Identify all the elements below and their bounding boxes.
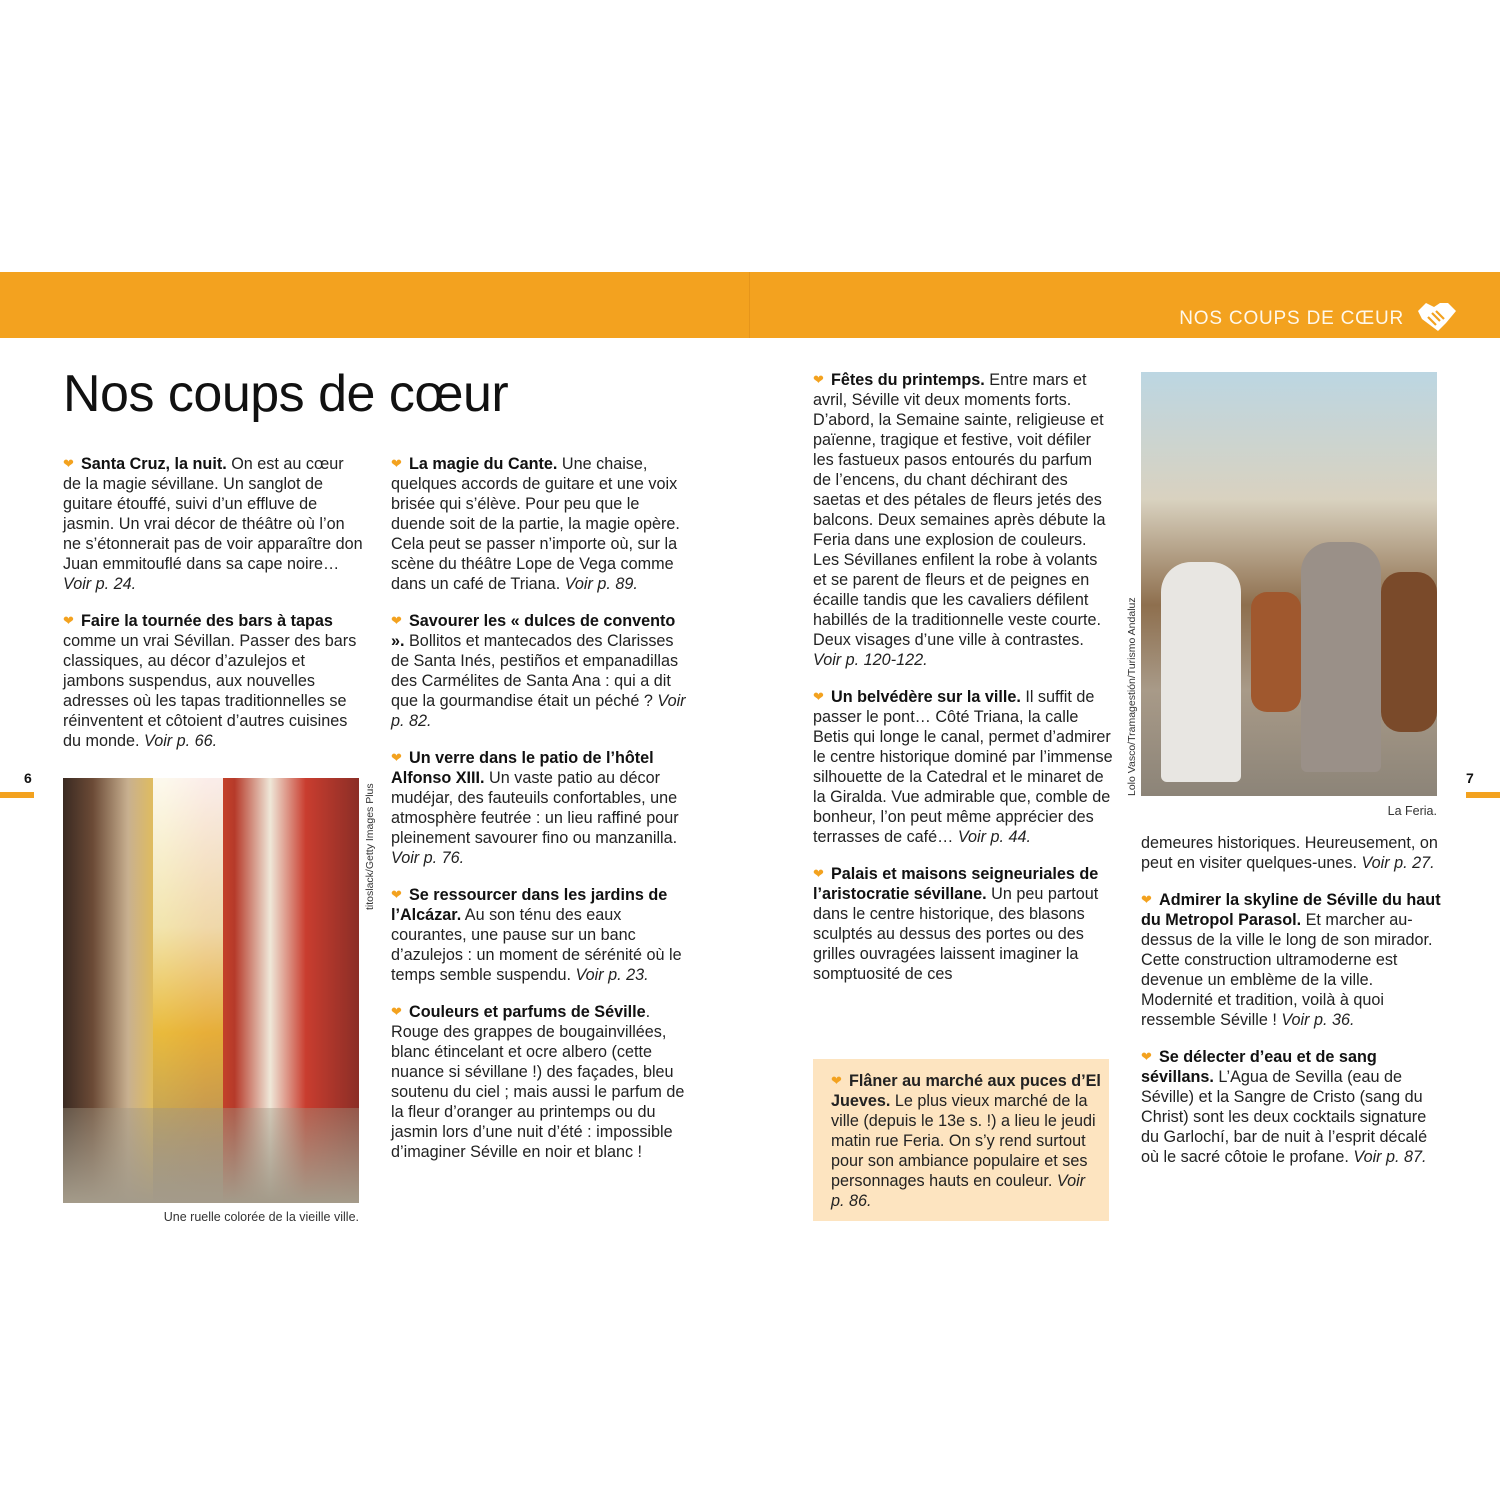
heart-icon: ❤: [813, 866, 824, 881]
heart-icon: ❤: [63, 456, 74, 471]
entry-metropol: ❤ Admirer la skyline de Séville du haut du Metropol Parasol. Et marcher au-dessus de la ville le long de son mirador. Cette construction ultramoderne est devenue un emblème de la ville. Modernité et tradition, voilà à quoi ressemble Séville ! Voir p. 36.: [1141, 891, 1441, 1029]
heart-icon: ❤: [1141, 892, 1152, 907]
entry-palais: ❤ Palais et maisons seigneuriales de l’aristocratie sévillane. Un peu partout dans le centre historique, des blasons sculptés au dessus des portes ou des grilles ouvragées laissent imaginer la somptuosité de ces: [813, 865, 1099, 983]
heart-icon: ❤: [391, 750, 402, 765]
highlight-box: [813, 1059, 1109, 1221]
page-gutter: [749, 272, 750, 338]
photo-credit: titoslack/Getty Images Plus: [364, 783, 376, 910]
entry-cante: ❤ La magie du Cante. Une chaise, quelques accords de guitare et une voix brisée qui s’élève. Pour peu que le duende soit de la partie, la magie opère. Cela peut se passer n’importe où, sur la scène du théâtre Lope de Vega comme dans un café de Triana. Voir p. 89.: [391, 455, 680, 593]
page-marker-right: [1466, 792, 1500, 798]
page-title: Nos coups de cœur: [63, 365, 509, 423]
entry-dulces: ❤ Savourer les « dulces de convento ». Bollitos et mantecados des Clarisses de Santa Inés, pestiños et empanadillas des Carmélites de Santa Ana : qui a dit que la gourmandise était un péché ? Voir p. 82.: [391, 612, 686, 730]
heart-icon: ❤: [391, 613, 402, 628]
page-number-left: 6: [24, 770, 32, 786]
section-title: NOS COUPS DE CŒUR: [1179, 308, 1404, 329]
heart-icon: ❤: [813, 372, 824, 387]
photo-caption: Une ruelle colorée de la vieille ville.: [163, 1210, 359, 1224]
entry-couleurs: ❤ Couleurs et parfums de Séville. Rouge des grappes de bougainvillées, blanc étincelant et ocre albero (cette nuance si sévillane !) des façades, bleu soutenu du ciel ; mais aussi le parfum de la fleur d’oranger au printemps ou du jasmin lors d’une nuit d’été : impossible d’imaginer Séville en noir et blanc !: [391, 1003, 685, 1161]
heart-icon: ❤: [63, 613, 74, 628]
page-number-right: 7: [1466, 770, 1474, 786]
entry-belvedere: ❤ Un belvédère sur la ville. Il suffit de passer le pont… Côté Triana, la calle Betis qui longe le canal, permet d’admirer le centre historique dominé par l’immense silhouette de la Catedral et le minaret de la Giralda. Vue admirable que, comble de bonheur, l’on peut même apprécier des terrasses de café… Voir p. 44.: [813, 688, 1113, 846]
entry-alfonso: ❤ Un verre dans le patio de l’hôtel Alfonso XIII. Un vaste patio au décor mudéjar, des fauteuils confortables, une atmosphère feutrée : un lieu raffiné pour pleinement savourer fino ou manzanilla. Voir p. 76.: [391, 749, 679, 867]
seville-street-photo: [63, 778, 359, 1203]
heart-icon: ❤: [1141, 1049, 1152, 1064]
entry-bars-tapas: ❤ Faire la tournée des bars à tapas comme un vrai Sévillan. Passer des bars classiques, au décor d’azulejos et jambons suspendus, aux nouvelles adresses où les tapas traditionnelles se réinventent et côtoient d’autres cuisines du monde. Voir p. 66.: [63, 612, 357, 750]
handshake-icon: [1416, 299, 1458, 333]
entry-el-jueves: ❤ Flâner au marché aux puces d’El Jueves. Le plus vieux marché de la ville (depuis le 13e s. !) a lieu le jeudi matin rue Feria. On s’y rend surtout pour son ambiance populaire et ses personnages hauts en couleur. Voir p. 86.: [831, 1072, 1101, 1210]
heart-icon: ❤: [391, 456, 402, 471]
feria-horses-photo: [1141, 372, 1437, 796]
column-3: [813, 370, 1113, 1001]
column-4: [1141, 833, 1441, 1184]
column-1: [63, 454, 363, 768]
photo-caption: La Feria.: [1387, 804, 1437, 818]
page-marker-left: [0, 792, 34, 798]
heart-icon: ❤: [813, 689, 824, 704]
entry-agua-sangre: ❤ Se délecter d’eau et de sang sévillans. L’Agua de Sevilla (eau de Séville) et la Sangre de Cristo (sang du Christ) sont les deux cocktails signature du Garlochí, bar de nuit à l’esprit décalé où le sacré côtoie le profane. Voir p. 87.: [1141, 1048, 1428, 1166]
heart-icon: ❤: [391, 1004, 402, 1019]
photo-credit: Lolo Vasco/Tramagestión/Turismo Andaluz: [1126, 597, 1138, 796]
entry-santa-cruz: ❤ Santa Cruz, la nuit. On est au cœur de la magie sévillane. Un sanglot de guitare étouffé, suivi d’un effluve de jasmin. Un vrai décor de théâtre où l’on ne s’étonnerait pas de voir apparaître don Juan emmitouflé dans sa cape noire… Voir p. 24.: [63, 455, 363, 593]
heart-icon: ❤: [391, 887, 402, 902]
entry-alcazar: ❤ Se ressourcer dans les jardins de l’Alcázar. Au son ténu des eaux courantes, une pause sur un banc d’azulejos : un moment de sérénité où le temps semble suspendu. Voir p. 23.: [391, 886, 682, 984]
entry-palais-continued: demeures historiques. Heureusement, on peut en visiter quelques-unes. Voir p. 27.: [1141, 834, 1438, 872]
column-2: [391, 454, 691, 1179]
heart-icon: ❤: [831, 1073, 842, 1088]
entry-fetes: ❤ Fêtes du printemps. Entre mars et avril, Séville vit deux moments forts. D’abord, la Semaine sainte, religieuse et païenne, tragique et festive, voit défiler les fastueux pasos entourés du parfum de l’encens, du chant déchirant des saetas et des pétales de fleurs jetés des balcons. Deux semaines après débute la Feria dans une explosion de couleurs. Les Sévillanes enfilent la robe à volants et se parent de fleurs et de peignes en écaille tandis que les cavaliers défilent habillés de la traditionnelle veste courte. Deux visages d’une ville à contrastes. Voir p. 120-122.: [813, 371, 1106, 669]
